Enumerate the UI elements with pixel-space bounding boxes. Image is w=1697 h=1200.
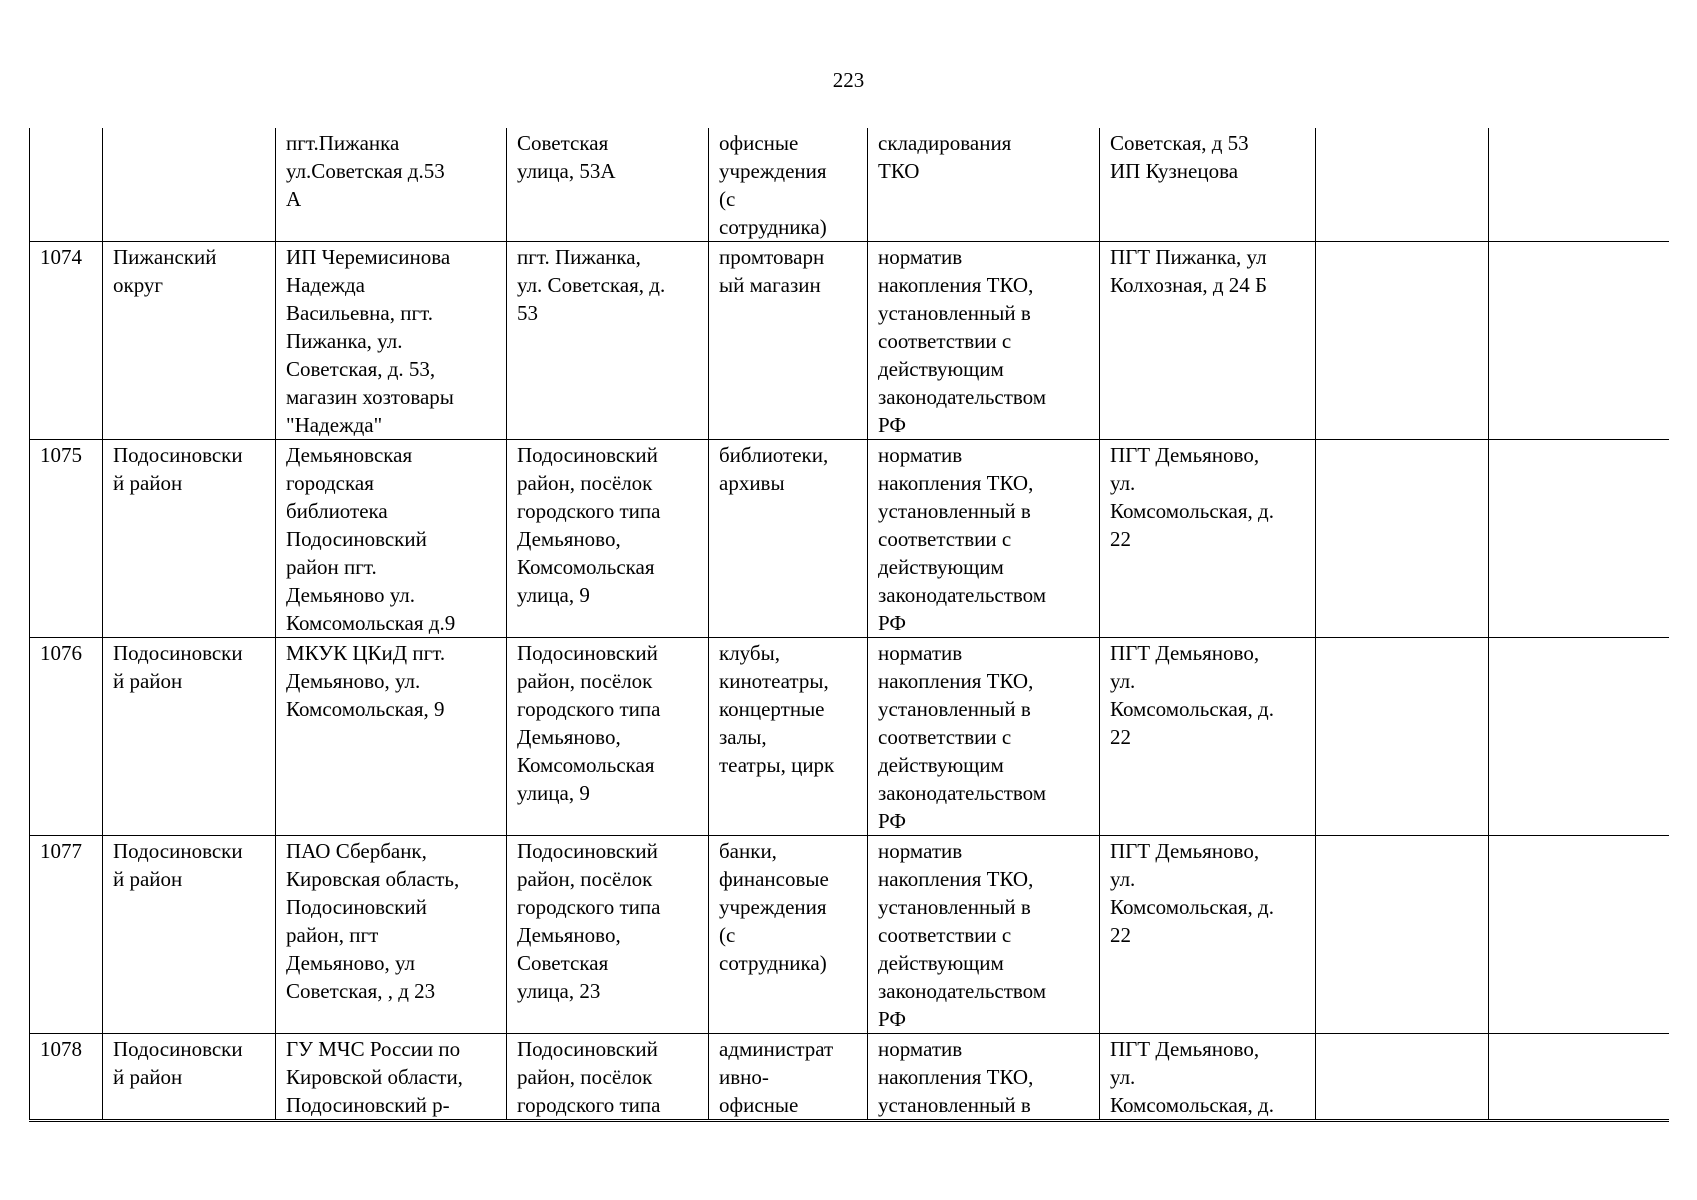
district-cell: Подосиновски й район (103, 638, 276, 836)
table-row (30, 836, 1670, 1034)
table-row (30, 440, 1670, 638)
empty-cell-2 (1489, 638, 1670, 836)
address-cell: Подосиновский район, посёлок городского типа (507, 1034, 709, 1120)
table-row (30, 638, 1670, 836)
norm-cell: норматив накопления ТКО, установленный в соответствии с действующим законодательством РФ (868, 836, 1100, 1034)
category-cell: офисные учреждения (с сотрудника) (709, 128, 868, 242)
empty-cell-2 (1489, 242, 1670, 440)
site-cell: ПГТ Пижанка, ул Колхозная, д 24 Б (1100, 242, 1316, 440)
row-number-cell: 1077 (30, 836, 103, 1034)
address-cell: Подосиновский район, посёлок городского типа Демьяново, Советская улица, 23 (507, 836, 709, 1034)
norm-cell: складирования ТКО (868, 128, 1100, 242)
district-cell: Подосиновски й район (103, 836, 276, 1034)
site-cell: ПГТ Демьяново, ул. Комсомольская, д. 22 (1100, 638, 1316, 836)
empty-cell-1 (1316, 440, 1489, 638)
table-row (30, 1034, 1670, 1120)
address-cell: Подосиновский район, посёлок городского типа Демьяново, Комсомольская улица, 9 (507, 638, 709, 836)
address-cell: Советская улица, 53А (507, 128, 709, 242)
address-cell: Подосиновский район, посёлок городского типа Демьяново, Комсомольская улица, 9 (507, 440, 709, 638)
norm-cell: норматив накопления ТКО, установленный в (868, 1034, 1100, 1120)
site-cell: Советская, д 53 ИП Кузнецова (1100, 128, 1316, 242)
registry-table-wrapper (29, 128, 1669, 1122)
empty-cell-2 (1489, 440, 1670, 638)
norm-cell: норматив накопления ТКО, установленный в соответствии с действующим законодательством РФ (868, 440, 1100, 638)
registry-table (29, 128, 1669, 1120)
category-cell: клубы, кинотеатры, концертные залы, театры, цирк (709, 638, 868, 836)
empty-cell-2 (1489, 1034, 1670, 1120)
waste-source-cell: пгт.Пижанка ул.Советская д.53 А (276, 128, 507, 242)
page-number: 223 (832, 68, 865, 92)
waste-source-cell: Демьяновская городская библиотека Подосиновский район пгт. Демьяново ул. Комсомольская д.9 (276, 440, 507, 638)
waste-source-cell: ГУ МЧС России по Кировской области, Подосиновский р- (276, 1034, 507, 1120)
norm-cell: норматив накопления ТКО, установленный в соответствии с действующим законодательством РФ (868, 638, 1100, 836)
waste-source-cell: ПАО Сбербанк, Кировская область, Подосиновский район, пгт Демьяново, ул Советская, , д 23 (276, 836, 507, 1034)
table-row (30, 128, 1670, 242)
row-number-cell: 1078 (30, 1034, 103, 1120)
district-cell (103, 128, 276, 242)
district-cell: Пижанский округ (103, 242, 276, 440)
table-row (30, 242, 1670, 440)
empty-cell-1 (1316, 242, 1489, 440)
waste-source-cell: МКУК ЦКиД пгт. Демьяново, ул. Комсомольская, 9 (276, 638, 507, 836)
empty-cell-1 (1316, 128, 1489, 242)
district-cell: Подосиновски й район (103, 1034, 276, 1120)
row-number-cell: 1074 (30, 242, 103, 440)
empty-cell-2 (1489, 836, 1670, 1034)
empty-cell-1 (1316, 638, 1489, 836)
address-cell: пгт. Пижанка, ул. Советская, д. 53 (507, 242, 709, 440)
waste-source-cell: ИП Черемисинова Надежда Васильевна, пгт. Пижанка, ул. Советская, д. 53, магазин хозтовары "Надежда" (276, 242, 507, 440)
row-number-cell (30, 128, 103, 242)
district-cell: Подосиновски й район (103, 440, 276, 638)
site-cell: ПГТ Демьяново, ул. Комсомольская, д. 22 (1100, 836, 1316, 1034)
category-cell: банки, финансовые учреждения (с сотрудника) (709, 836, 868, 1034)
row-number-cell: 1075 (30, 440, 103, 638)
site-cell: ПГТ Демьяново, ул. Комсомольская, д. 22 (1100, 440, 1316, 638)
row-number-cell: 1076 (30, 638, 103, 836)
table-body (30, 128, 1670, 1120)
category-cell: администрат ивно- офисные (709, 1034, 868, 1120)
norm-cell: норматив накопления ТКО, установленный в соответствии с действующим законодательством РФ (868, 242, 1100, 440)
site-cell: ПГТ Демьяново, ул. Комсомольская, д. (1100, 1034, 1316, 1120)
category-cell: промтоварн ый магазин (709, 242, 868, 440)
empty-cell-2 (1489, 128, 1670, 242)
empty-cell-1 (1316, 1034, 1489, 1120)
empty-cell-1 (1316, 836, 1489, 1034)
category-cell: библиотеки, архивы (709, 440, 868, 638)
